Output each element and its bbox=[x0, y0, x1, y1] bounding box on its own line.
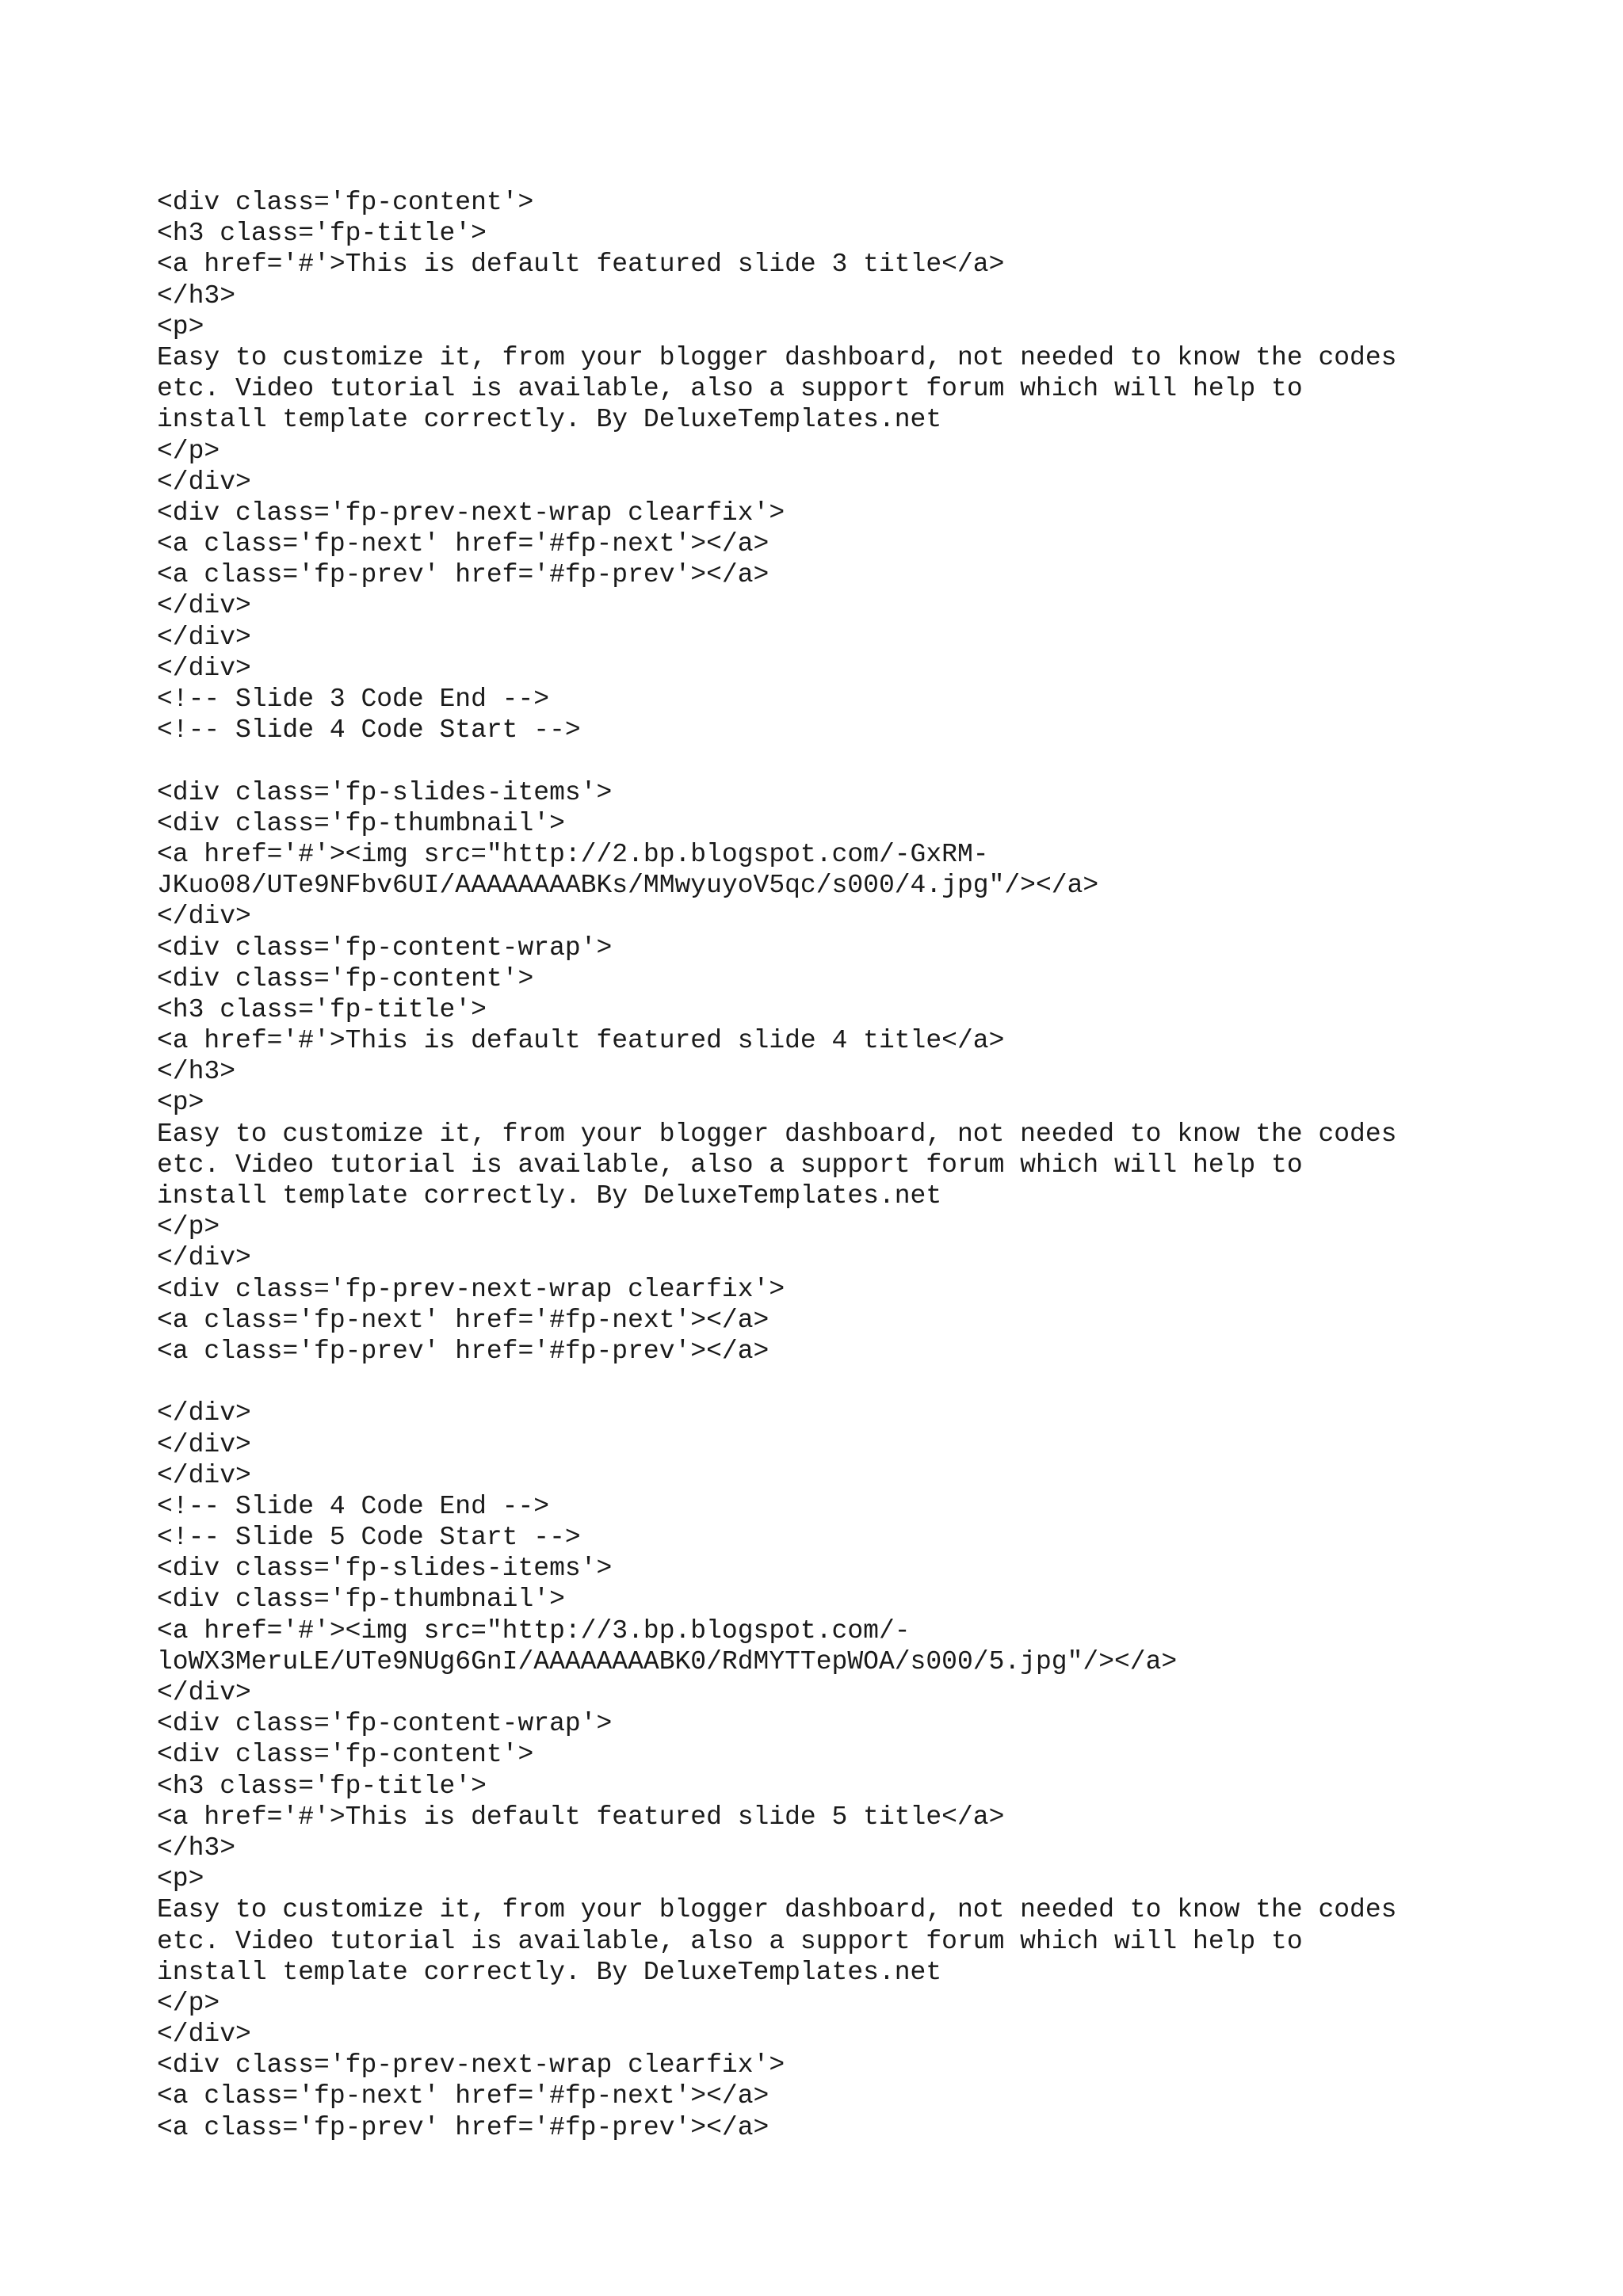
code-line: <div class='fp-thumbnail'> bbox=[157, 808, 565, 838]
code-line: <p> bbox=[157, 311, 204, 341]
code-line: <div class='fp-slides-items'> bbox=[157, 1554, 613, 1584]
code-line: loWX3MeruLE/UTe9NUg6GnI/AAAAAAAABK0/RdMYTTepWOA/s000/5.jpg"/></a> bbox=[157, 1646, 1178, 1676]
code-line: </div> bbox=[157, 1429, 251, 1459]
code-line: <div class='fp-content-wrap'> bbox=[157, 1709, 613, 1739]
code-line: install template correctly. By DeluxeTemplates.net bbox=[157, 1181, 942, 1211]
code-line: <a href='#'>This is default featured slide 4 title</a> bbox=[157, 1026, 1005, 1056]
code-line: <a class='fp-next' href='#fp-next'></a> bbox=[157, 2081, 769, 2111]
code-line: <a href='#'>This is default featured slide 3 title</a> bbox=[157, 250, 1005, 280]
code-line: <div class='fp-content-wrap'> bbox=[157, 933, 613, 963]
code-line: <div class='fp-slides-items'> bbox=[157, 777, 613, 807]
code-line: etc. Video tutorial is available, also a support forum which will help to bbox=[157, 374, 1303, 404]
code-line: </div> bbox=[157, 1678, 251, 1707]
code-line: <!-- Slide 5 Code Start --> bbox=[157, 1523, 581, 1553]
code-line: </div> bbox=[157, 467, 251, 497]
code-line: <a href='#'>This is default featured slide 5 title</a> bbox=[157, 1802, 1005, 1832]
code-line: <!-- Slide 4 Code End --> bbox=[157, 1491, 550, 1521]
code-line: </div> bbox=[157, 1460, 251, 1490]
code-line: <a href='#'><img src="http://2.bp.blogspot.com/-GxRM- bbox=[157, 839, 989, 869]
code-line: etc. Video tutorial is available, also a support forum which will help to bbox=[157, 1150, 1303, 1180]
code-line: install template correctly. By DeluxeTemplates.net bbox=[157, 405, 942, 435]
code-line: <div class='fp-thumbnail'> bbox=[157, 1585, 565, 1615]
code-line: JKuo08/UTe9NFbv6UI/AAAAAAAABKs/MMwyuyoV5qc/s000/4.jpg"/></a> bbox=[157, 871, 1099, 901]
code-line: <!-- Slide 3 Code End --> bbox=[157, 685, 550, 714]
blank-line bbox=[157, 1367, 1568, 1398]
code-line: </div> bbox=[157, 622, 251, 652]
code-line: <div class='fp-content'> bbox=[157, 188, 534, 217]
code-line: <!-- Slide 4 Code Start --> bbox=[157, 715, 581, 746]
code-line: <div class='fp-prev-next-wrap clearfix'> bbox=[157, 1274, 785, 1304]
code-line: <div class='fp-prev-next-wrap clearfix'> bbox=[157, 498, 785, 528]
code-line: <div class='fp-content'> bbox=[157, 963, 534, 994]
code-line: </p> bbox=[157, 1212, 220, 1242]
code-line: <a class='fp-prev' href='#fp-prev'></a> bbox=[157, 1336, 769, 1366]
code-line: </div> bbox=[157, 591, 251, 621]
code-line: <a class='fp-next' href='#fp-next'></a> bbox=[157, 529, 769, 559]
blank-line bbox=[157, 746, 1568, 776]
code-line: </p> bbox=[157, 436, 220, 466]
code-line: </p> bbox=[157, 1988, 220, 2018]
code-line: <div class='fp-content'> bbox=[157, 1740, 534, 1770]
code-line: Easy to customize it, from your blogger dashboard, not needed to know the codes bbox=[157, 1119, 1397, 1149]
code-listing bbox=[157, 187, 1568, 2143]
code-line: </h3> bbox=[157, 1833, 236, 1863]
code-line: <h3 class='fp-title'> bbox=[157, 994, 487, 1024]
code-line: etc. Video tutorial is available, also a support forum which will help to bbox=[157, 1926, 1303, 1956]
code-line: <p> bbox=[157, 1088, 204, 1118]
code-line: </div> bbox=[157, 653, 251, 683]
code-line: <p> bbox=[157, 1864, 204, 1894]
code-line: </div> bbox=[157, 2019, 251, 2050]
code-line: <a class='fp-next' href='#fp-next'></a> bbox=[157, 1305, 769, 1335]
code-line: </div> bbox=[157, 1243, 251, 1273]
code-line: <a class='fp-prev' href='#fp-prev'></a> bbox=[157, 560, 769, 590]
code-line: install template correctly. By DeluxeTemplates.net bbox=[157, 1957, 942, 1987]
code-line: <div class='fp-prev-next-wrap clearfix'> bbox=[157, 2050, 785, 2081]
code-line: </h3> bbox=[157, 280, 236, 311]
code-line: <a href='#'><img src="http://3.bp.blogspot.com/- bbox=[157, 1615, 911, 1646]
code-line: <a class='fp-prev' href='#fp-prev'></a> bbox=[157, 2112, 769, 2142]
code-line: Easy to customize it, from your blogger dashboard, not needed to know the codes bbox=[157, 1895, 1397, 1925]
code-line: </h3> bbox=[157, 1057, 236, 1087]
code-line: Easy to customize it, from your blogger dashboard, not needed to know the codes bbox=[157, 342, 1397, 372]
code-line: <h3 class='fp-title'> bbox=[157, 1771, 487, 1801]
code-line: </div> bbox=[157, 902, 251, 932]
code-line: </div> bbox=[157, 1398, 251, 1428]
code-line: <h3 class='fp-title'> bbox=[157, 219, 487, 249]
